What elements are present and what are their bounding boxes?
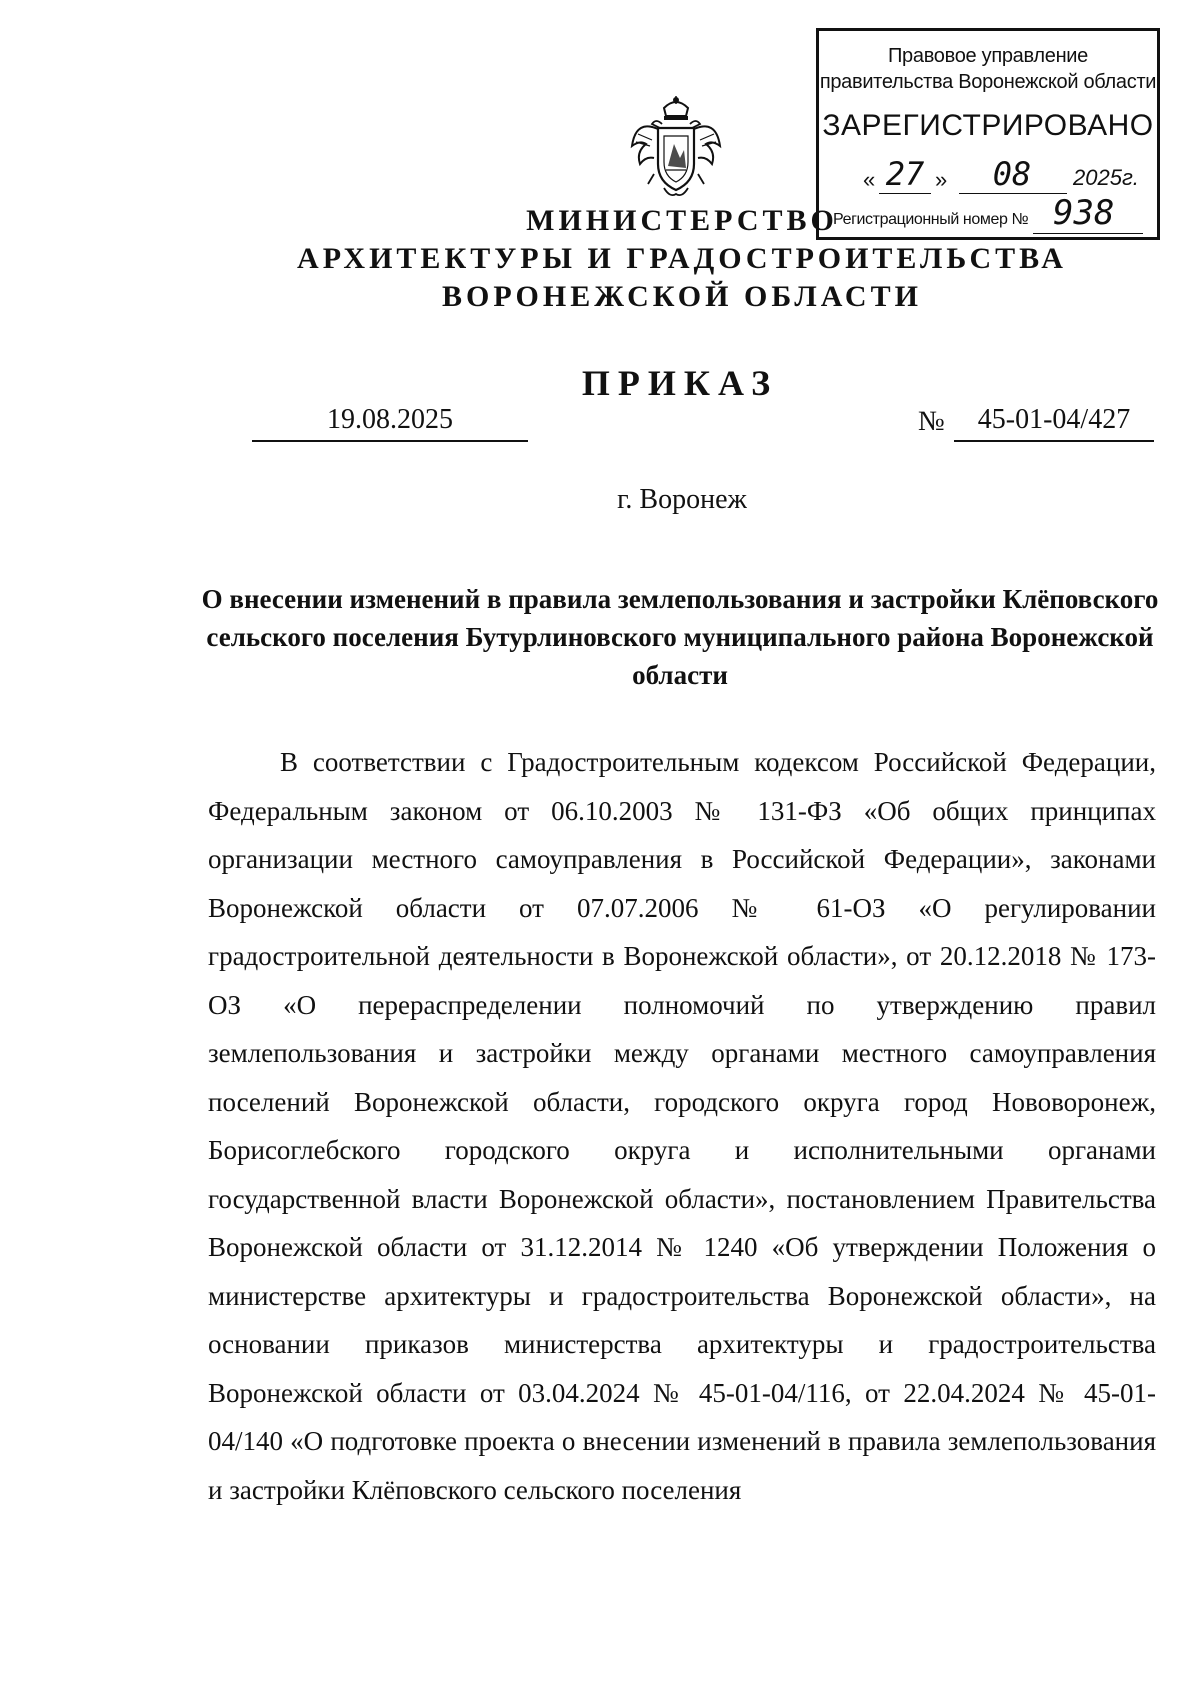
stamp-quote-close: » [935, 167, 948, 192]
document-type-title: ПРИКАЗ [581, 363, 779, 403]
coat-of-arms-icon [626, 94, 726, 204]
ministry-name-line1: МИНИСТЕРСТВО [526, 204, 838, 237]
ministry-name-line3: ВОРОНЕЖСКОЙ ОБЛАСТИ [442, 280, 922, 313]
stamp-quote-open: « [863, 167, 876, 192]
stamp-reg-number: 938 [1053, 193, 1115, 233]
stamp-date [859, 155, 1149, 195]
stamp-reg-label: Регистрационный номер № [833, 211, 1029, 228]
stamp-year: 2025г. [1073, 165, 1139, 190]
stamp-month: 08 [992, 155, 1032, 193]
ministry-name-line2: АРХИТЕКТУРЫ И ГРАДОСТРОИТЕЛЬСТВА [297, 242, 1067, 275]
stamp-day-underline [879, 193, 931, 194]
order-subject: О внесении изменений в правила землепользования и застройки Клёповского сельского поселения Бутурлиновского муниципального района Воронежской области [201, 584, 1159, 690]
stamp-day: 27 [885, 155, 925, 193]
stamp-status: ЗАРЕГИСТРИРОВАНО [822, 109, 1154, 142]
order-city: г. Воронеж [617, 484, 747, 515]
order-body-paragraph: В соответствии с Градостроительным кодексом Российской Федерации, Федеральным законом от 06.10.2003 № 131-ФЗ «Об общих принципах организации местного самоуправления в Российской Федерации», законами Воронежской области от 07.07.2006 № 61-ОЗ «О регулировании градостроительной деятельности в Воронежской области», от 20.12.2018 № 173-ОЗ «О перераспределении полномочий по утверждению правил землепользования и застройки между органами местного самоуправления поселений Воронежской области, городского округа город Нововоронеж, Борисоглебского городского округа и исполнительными органами государственной власти Воронежской области», постановлением Правительства Воронежской области от 31.12.2014 № 1240 «Об утверждении Положения о министерстве архитектуры и градостроительства Воронежской области», на основании приказов министерства архитектуры и градостроительства Воронежской области от 03.04.2024 № 45-01-04/116, от 22.04.2024 № 45-01-04/140 «О подготовке проекта о внесении изменений в правила землепользования и застройки Клёповского сельского поселения [208, 747, 1156, 1505]
order-date: 19.08.2025 [252, 404, 528, 442]
stamp-month-underline [959, 193, 1067, 194]
order-number: 45-01-04/427 [954, 404, 1154, 442]
stamp-department: Правовое управление правительства Воронежской области [819, 45, 1157, 93]
order-number-label: № [918, 406, 945, 437]
